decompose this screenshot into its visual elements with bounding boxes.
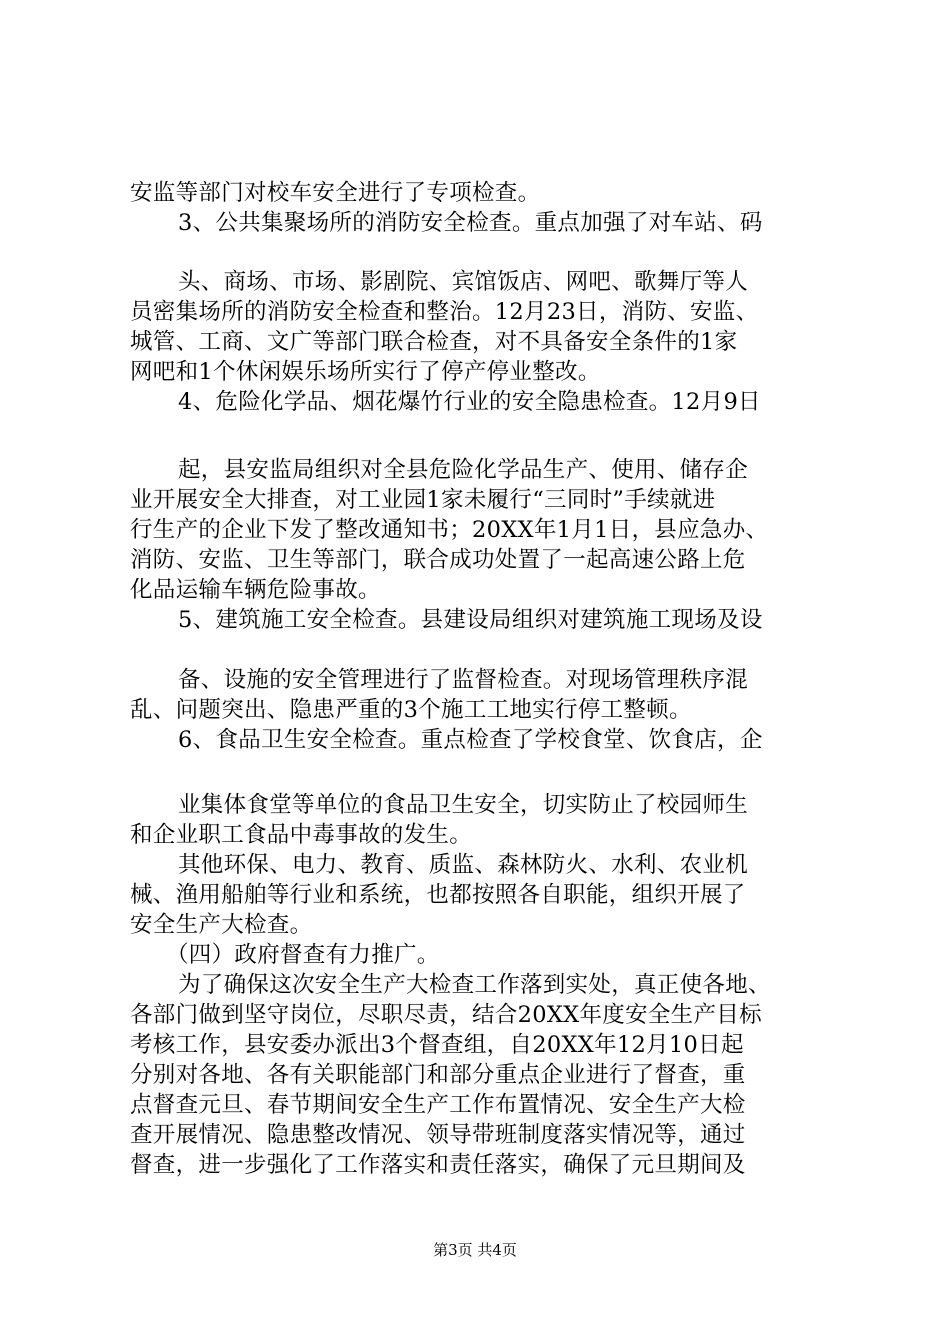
text-line: 消防、安监、卫生等部门，联合成功处置了一起高速公路上危 <box>130 547 746 573</box>
text-line: 网吧和1个休闲娱乐场所实行了停产停业整改。 <box>130 359 601 385</box>
text-line: 行生产的企业下发了整改通知书；20XX年1月1日，县应急办、 <box>130 517 769 543</box>
text-line: 和企业职工食品中毒事故的发生。 <box>130 822 473 848</box>
section-heading: （四）政府督查有力推广。 <box>166 942 440 968</box>
text-line: 其他环保、电力、教育、质监、森林防火、水利、农业机 <box>178 852 749 878</box>
text-line: 头、商场、市场、影剧院、宾馆饭店、网吧、歌舞厅等人 <box>178 269 749 295</box>
text-line: 城管、工商、文广等部门联合检查，对不具备安全条件的1家 <box>130 329 738 355</box>
text-line: 起，县安监局组织对全县危险化学品生产、使用、储存企 <box>178 457 749 483</box>
text-line: 3、公共集聚场所的消防安全检查。重点加强了对车站、码 <box>178 210 763 236</box>
text-line: 考核工作，县安委办派出3个督查组，自20XX年12月10日起 <box>130 1032 744 1058</box>
text-line: 业开展安全大排查，对工业园1家未履行“三同时”手续就进 <box>130 487 716 513</box>
text-line: 安全生产大检查。 <box>130 912 313 938</box>
text-line: 备、设施的安全管理进行了监督检查。对现场管理秩序混 <box>178 667 749 693</box>
text-line: 督查，进一步强化了工作落实和责任落实，确保了元旦期间及 <box>130 1152 746 1178</box>
text-line: 查开展情况、隐患整改情况、领导带班制度落实情况等，通过 <box>130 1122 746 1148</box>
text-line: 化品运输车辆危险事故。 <box>130 577 381 603</box>
text-line: 各部门做到坚守岗位，尽职尽责，结合20XX年度安全生产目标 <box>130 1002 762 1028</box>
text-line: 为了确保这次安全生产大检查工作落到实处，真正使各地、 <box>178 972 771 998</box>
text-line: 6、食品卫生安全检查。重点检查了学校食堂、饮食店，企 <box>178 727 763 753</box>
text-line: 点督查元旦、春节期间安全生产工作布置情况、安全生产大检 <box>130 1092 746 1118</box>
text-line: 5、建筑施工安全检查。县建设局组织对建筑施工现场及设 <box>178 607 763 633</box>
text-line: 械、渔用船舶等行业和系统，也都按照各自职能，组织开展了 <box>130 882 746 908</box>
text-line: 业集体食堂等单位的食品卫生安全，切实防止了校园师生 <box>178 792 749 818</box>
text-line: 分别对各地、各有关职能部门和部分重点企业进行了督查，重 <box>130 1062 746 1088</box>
text-line: 安监等部门对校车安全进行了专项检查。 <box>130 180 541 206</box>
text-line: 乱、问题突出、隐患严重的3个施工工地实行停工整顿。 <box>130 697 692 723</box>
text-line: 员密集场所的消防安全检查和整治。12月23日，消防、安监、 <box>130 299 759 325</box>
text-line: 4、危险化学品、烟花爆竹行业的安全隐患检查。12月9日 <box>178 389 761 415</box>
page-footer: 第3页 共4页 <box>433 1241 517 1259</box>
